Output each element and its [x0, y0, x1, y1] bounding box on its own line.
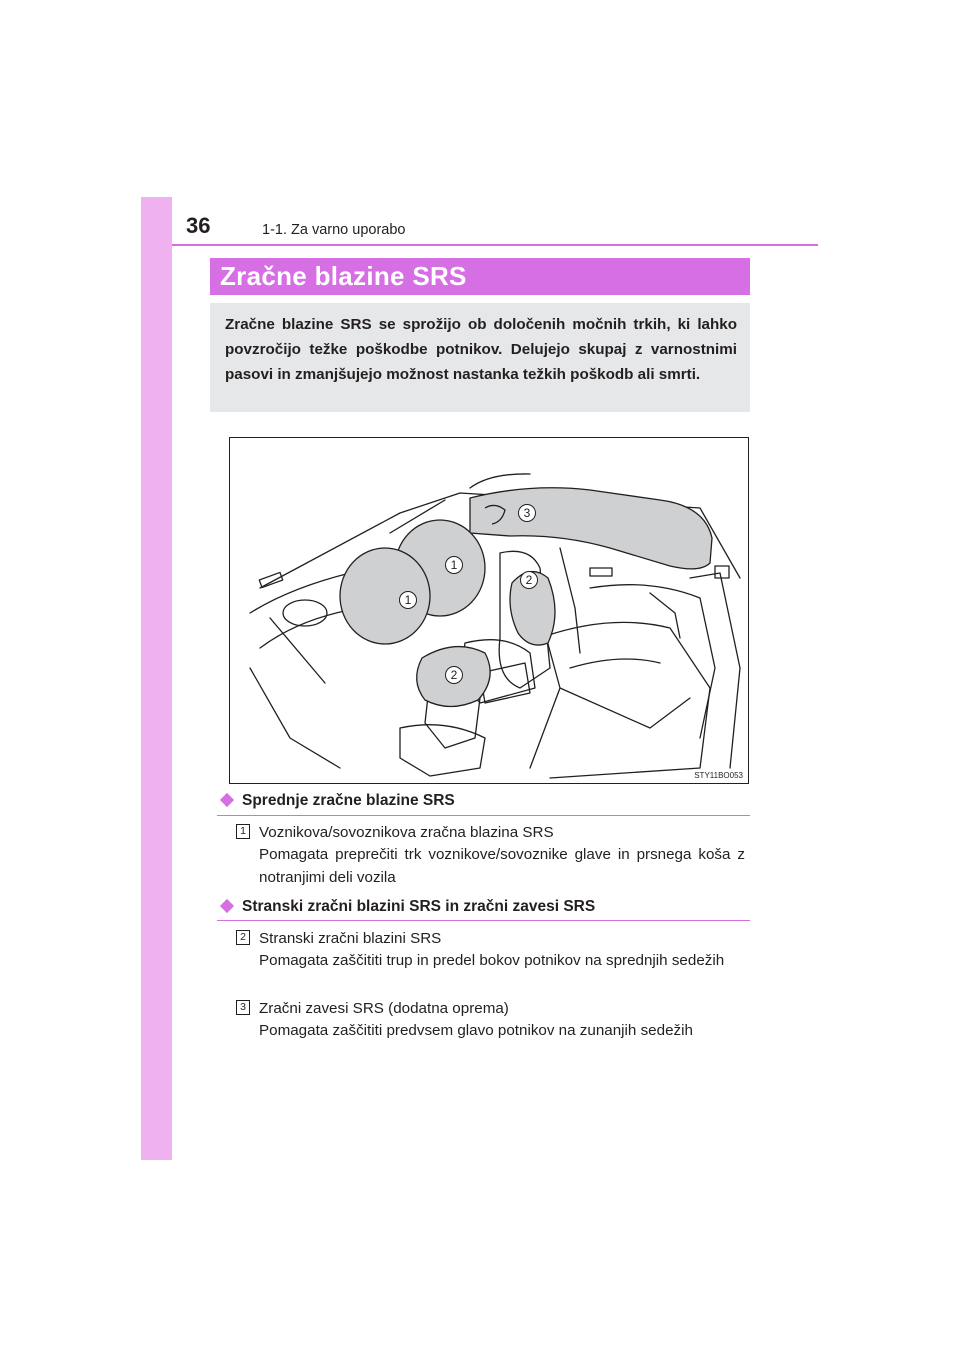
item-3-desc: Pomagata zaščititi predvsem glavo potnikov na zunanjih sedežih — [259, 1022, 693, 1040]
item-2 — [259, 928, 745, 973]
diamond-bullet-icon — [220, 899, 234, 913]
item-1 — [259, 822, 745, 889]
callout-2-upper: 2 — [525, 573, 533, 587]
item-2-desc: Pomagata zaščititi trup in predel bokov potnikov na sprednjih sedežih — [259, 952, 725, 970]
subheading-rule — [217, 920, 750, 921]
callout-1-lower: 1 — [404, 593, 412, 607]
item-number-2: 2 — [236, 930, 250, 945]
section-label: 1-1. Za varno uporabo — [262, 222, 406, 238]
callout-3: 3 — [523, 506, 531, 520]
callout-1-top: 1 — [450, 558, 458, 572]
intro-text: Zračne blazine SRS se sprožijo ob določenih močnih trkih, ki lahko povzročijo težke poškodbe potnikov. Delujejo skupaj z varnostnimi pasovi in zmanjšujejo možnost nastanka težkih poškodb ali smrti. — [225, 316, 737, 383]
car-interior-drawing — [230, 438, 748, 783]
header-rule — [172, 244, 818, 246]
side-tab — [141, 197, 172, 1160]
figure-code: STY11BO053 — [694, 771, 743, 780]
item-2-name: Stranski zračni blazini SRS — [259, 930, 442, 947]
callout-2-lower: 2 — [450, 668, 458, 682]
title-bar — [210, 258, 750, 295]
item-1-desc: Pomagata preprečiti trk voznikove/sovoznike glave in prsnega koša z notranjimi deli vozila — [259, 846, 745, 886]
subheading-rule — [217, 815, 750, 816]
airbag-illustration — [229, 437, 749, 784]
item-3 — [259, 998, 745, 1043]
intro-box — [210, 303, 750, 412]
page-title: Zračne blazine SRS — [220, 261, 467, 291]
item-number-1: 1 — [236, 824, 250, 839]
item-3-name: Zračni zavesi SRS (dodatna oprema) — [259, 1000, 509, 1017]
subheading-front-airbags: Sprednje zračne blazine SRS — [220, 792, 455, 810]
diamond-bullet-icon — [220, 793, 234, 807]
page-number: 36 — [186, 213, 211, 238]
item-1-name: Voznikova/sovoznikova zračna blazina SRS — [259, 824, 554, 841]
item-number-3: 3 — [236, 1000, 250, 1015]
subheading-side-airbags: Stranski zračni blazini SRS in zračni zavesi SRS — [220, 898, 595, 916]
